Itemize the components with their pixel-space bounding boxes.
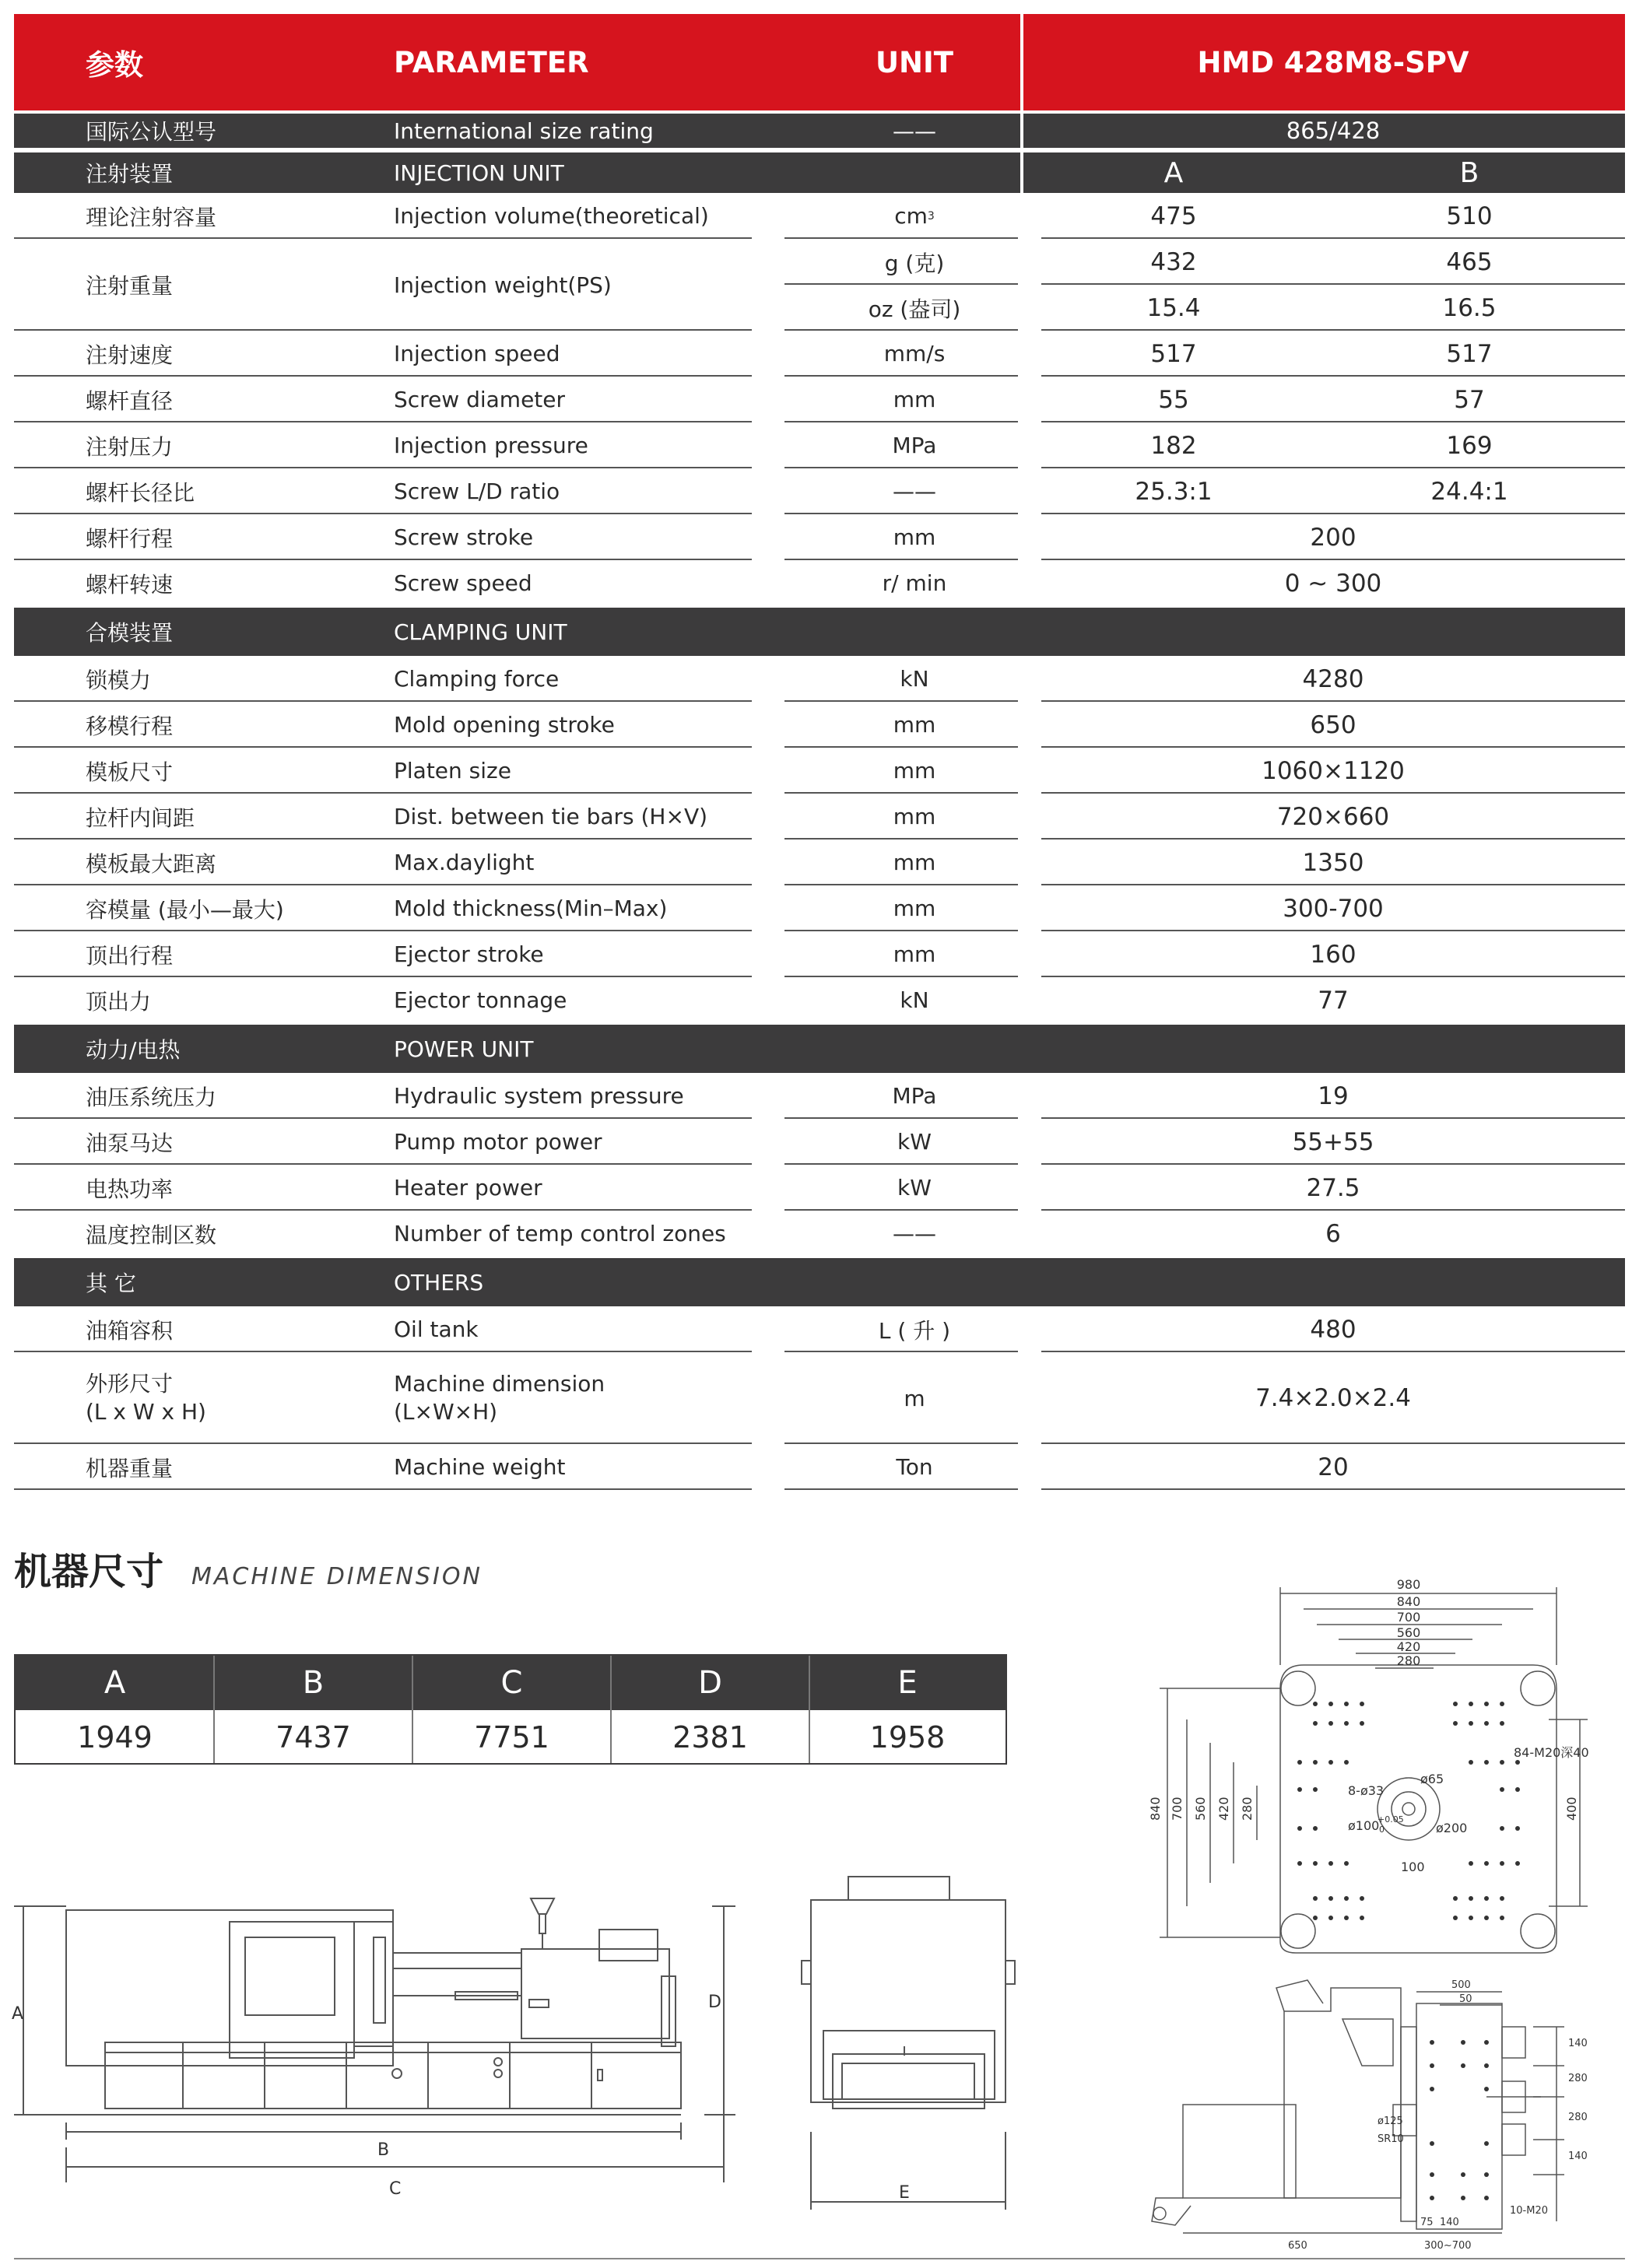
row-label-cn: 锁模力 <box>86 667 152 693</box>
dimension-table <box>14 1654 1007 1765</box>
table-row <box>14 702 1625 748</box>
dim-value: 7751 <box>474 1720 549 1754</box>
col-b-label: B <box>1459 156 1479 189</box>
row-label-en: Injection speed <box>394 341 560 366</box>
row-unit: MPa <box>892 1083 937 1109</box>
section-clamping-en: CLAMPING UNIT <box>394 619 567 645</box>
table-row <box>14 1306 1625 1352</box>
row-unit: mm <box>893 850 936 875</box>
platen-label: 840 <box>1396 1594 1421 1609</box>
ejector-label: 650 <box>1288 2240 1307 2252</box>
platen-label: 280 <box>1240 1797 1255 1821</box>
table-row <box>14 377 1625 422</box>
row-value: 1060×1120 <box>1262 756 1405 785</box>
row-value-b: 517 <box>1446 339 1493 368</box>
table-row <box>14 560 1625 606</box>
dim-label-b: B <box>377 2140 390 2160</box>
section-power-en: POWER UNIT <box>394 1036 534 1062</box>
ejector-label: 300~700 <box>1424 2240 1472 2252</box>
section-others <box>14 1258 1625 1306</box>
row-value: 1350 <box>1302 848 1364 877</box>
table-header <box>14 14 1625 110</box>
row-value: 300-700 <box>1283 894 1384 923</box>
row-unit: kN <box>900 987 929 1013</box>
table-row <box>14 977 1625 1023</box>
platen-drawing <box>1144 1564 1603 1961</box>
section-others-cn: 其 它 <box>86 1271 136 1296</box>
ejector-label: 50 <box>1459 1993 1472 2005</box>
dimension-title <box>14 1548 483 1595</box>
row-value-a: 517 <box>1150 339 1197 368</box>
footer-rule <box>14 2258 1625 2259</box>
row-label-cn: 螺杆直径 <box>86 387 174 414</box>
ejector-label: ø125 <box>1378 2116 1403 2127</box>
row-label-en: Screw L/D ratio <box>394 478 560 504</box>
header-unit: UNIT <box>875 45 953 79</box>
platen-label: 280 <box>1396 1653 1421 1668</box>
front-view-drawing <box>786 1867 1020 2217</box>
table-row <box>14 656 1625 702</box>
dimension-title-en: MACHINE DIMENSION <box>191 1563 483 1590</box>
row-label-en: Ejector stroke <box>394 941 544 967</box>
table-row <box>14 468 1625 514</box>
ejector-label: 10-M20 <box>1510 2205 1548 2217</box>
row-label-cn: 油压系统压力 <box>86 1084 217 1110</box>
row-label-en: Clamping force <box>394 666 560 692</box>
table-row <box>14 422 1625 468</box>
dim-label-a: A <box>12 2004 24 2024</box>
table-row <box>14 1119 1625 1165</box>
table-row <box>14 514 1625 560</box>
row-label-en: Dist. between tie bars (H×V) <box>394 804 708 829</box>
platen-label: 560 <box>1396 1625 1421 1640</box>
row-value-b: 465 <box>1446 247 1493 276</box>
section-injection-en: INJECTION UNIT <box>394 159 564 186</box>
row-label-cn: 理论注射容量 <box>86 204 217 230</box>
row-unit: L ( 升 ) <box>878 1317 951 1344</box>
rating-value: 865/428 <box>1286 117 1381 144</box>
row-value: 4280 <box>1302 664 1364 693</box>
platen-label: ø65 <box>1420 1772 1444 1786</box>
ejector-label: 140 <box>1440 2217 1459 2228</box>
row-label-cn: 螺杆转速 <box>86 571 174 598</box>
col-a-label: A <box>1163 156 1184 189</box>
row-label-en: Screw speed <box>394 570 532 596</box>
row-value: 19 <box>1318 1081 1349 1110</box>
ejector-label: 280 <box>1568 2073 1588 2084</box>
table-row <box>14 1352 1625 1444</box>
row-label-cn: 模板尺寸 <box>86 759 174 785</box>
row-label-cn: 顶出力 <box>86 988 152 1015</box>
ejector-label: 500 <box>1451 1979 1471 1991</box>
ejector-drawing <box>1144 1965 1603 2260</box>
row-value: 200 <box>1310 523 1356 552</box>
row-value-a: 15.4 <box>1146 293 1201 322</box>
dimension-title-cn: 机器尺寸 <box>14 1550 164 1593</box>
row-value-b: 16.5 <box>1442 293 1497 322</box>
row-label-cn: 容模量 (最小—最大) <box>86 896 284 923</box>
table-row <box>14 748 1625 794</box>
row-value-a: 182 <box>1150 431 1197 460</box>
row-value-b: 169 <box>1446 431 1493 460</box>
row-unit: g (克) <box>884 250 945 276</box>
row-unit: kW <box>897 1129 932 1155</box>
dim-header: B <box>214 1656 412 1710</box>
row-label-cn: 油箱容积 <box>86 1317 174 1344</box>
row-label-en: Machine weight <box>394 1454 566 1480</box>
row-unit: Ton <box>896 1454 933 1480</box>
row-label-en: Number of temp control zones <box>394 1221 726 1246</box>
row-value-b: 510 <box>1446 202 1493 230</box>
row-label-en: Mold opening stroke <box>394 712 615 738</box>
row-label-en: Hydraulic system pressure <box>394 1083 684 1109</box>
row-unit: —— <box>893 478 936 504</box>
section-clamping <box>14 608 1625 656</box>
row-unit: MPa <box>892 433 937 458</box>
row-label-en: Heater power <box>394 1175 542 1201</box>
platen-label: 420 <box>1216 1797 1231 1821</box>
platen-label: ø100 <box>1348 1818 1380 1833</box>
platen-label: 980 <box>1396 1577 1421 1592</box>
side-view-drawing <box>8 1883 755 2217</box>
row-label-cn: 油泵马达 <box>86 1130 174 1156</box>
row-unit: mm <box>893 387 936 412</box>
table-row <box>14 931 1625 977</box>
rating-en: International size rating <box>394 117 654 144</box>
row-value: 27.5 <box>1306 1173 1360 1202</box>
row-unit: mm/s <box>883 341 946 366</box>
row-label-cn: 温度控制区数 <box>86 1222 217 1248</box>
section-clamping-cn: 合模装置 <box>86 620 174 646</box>
dim-value: 2381 <box>672 1720 748 1754</box>
platen-label: 100 <box>1401 1860 1425 1874</box>
row-unit: —— <box>893 1221 936 1246</box>
row-label-en: Max.daylight <box>394 850 535 875</box>
table-row <box>14 193 1625 239</box>
dim-header: C <box>412 1656 611 1710</box>
row-value: 160 <box>1310 940 1356 969</box>
row-label-en: Screw stroke <box>394 524 534 550</box>
platen-label: +0.05 <box>1378 1814 1404 1825</box>
ejector-label: 280 <box>1568 2112 1588 2123</box>
row-label-cn: 螺杆行程 <box>86 525 174 552</box>
row-label-en: Pump motor power <box>394 1129 602 1155</box>
row-unit: r/ min <box>882 570 947 596</box>
row-label-cn: 移模行程 <box>86 713 174 739</box>
section-others-en: OTHERS <box>394 1269 484 1295</box>
dim-value: 1958 <box>869 1720 946 1754</box>
row-label-en: Oil tank <box>394 1316 479 1342</box>
dim-header: D <box>611 1656 809 1710</box>
row-value: 7.4×2.0×2.4 <box>1255 1384 1411 1412</box>
section-power <box>14 1025 1625 1073</box>
row-value: 55+55 <box>1292 1127 1374 1156</box>
row-unit: m <box>904 1385 925 1411</box>
table-row <box>14 840 1625 885</box>
table-row <box>14 794 1625 840</box>
platen-label: 700 <box>1170 1797 1185 1821</box>
ejector-label: SR10 <box>1378 2133 1404 2145</box>
header-model: HMD 428M8-SPV <box>1197 45 1469 79</box>
table-row <box>14 239 1625 331</box>
table-row <box>14 331 1625 377</box>
header-param-en: PARAMETER <box>394 45 589 79</box>
row-value: 6 <box>1325 1219 1341 1248</box>
platen-label: 0 <box>1379 1825 1385 1835</box>
row-value: 20 <box>1318 1453 1349 1481</box>
row-unit: mm <box>893 804 936 829</box>
row-value-a: 475 <box>1150 202 1197 230</box>
rating-row <box>14 114 1625 148</box>
table-row <box>14 1073 1625 1119</box>
row-unit: cm 3 <box>894 203 935 229</box>
platen-label: 400 <box>1564 1797 1579 1821</box>
row-label-cn: 注射重量 <box>86 273 174 299</box>
row-unit: kN <box>900 666 929 692</box>
row-value: 650 <box>1310 710 1356 739</box>
platen-label: 560 <box>1193 1797 1208 1821</box>
row-unit: mm <box>893 896 936 921</box>
row-label-cn: 拉杆内间距 <box>86 804 195 831</box>
row-unit: mm <box>893 712 936 738</box>
platen-label: 84-M20深40 <box>1514 1745 1589 1760</box>
dim-label-e: E <box>899 2183 910 2203</box>
spec-table <box>14 14 1625 1490</box>
section-injection <box>14 152 1625 193</box>
table-row <box>14 1165 1625 1211</box>
row-label-cn: 螺杆长径比 <box>86 479 195 506</box>
header-param-cn: 参数 <box>86 48 143 82</box>
row-value-b: 57 <box>1454 385 1485 414</box>
row-label-cn: 顶出行程 <box>86 942 174 969</box>
row-value-a: 432 <box>1150 247 1197 276</box>
platen-label: 420 <box>1396 1639 1421 1654</box>
row-label-cn: 机器重量 <box>86 1455 174 1481</box>
ejector-label: 140 <box>1568 2151 1588 2162</box>
dim-header: A <box>16 1656 214 1710</box>
rating-unit: —— <box>893 117 936 144</box>
row-value: 720×660 <box>1276 802 1390 831</box>
platen-label: 8-ø33 <box>1348 1783 1385 1798</box>
row-label-cn: 注射压力 <box>86 433 174 460</box>
row-value-a: 25.3:1 <box>1135 477 1213 506</box>
dim-value: 7437 <box>276 1720 351 1754</box>
row-label-en: Screw diameter <box>394 387 566 412</box>
dim-header: E <box>809 1656 1006 1710</box>
ejector-label: 140 <box>1568 2038 1588 2049</box>
row-label-en: Injection volume(theoretical) <box>394 203 709 229</box>
rating-cn: 国际公认型号 <box>86 119 217 145</box>
row-unit: oz (盎司) <box>868 296 961 322</box>
ejector-label: 75 <box>1420 2217 1434 2228</box>
dim-value: 1949 <box>77 1720 153 1754</box>
row-label-en: Ejector tonnage <box>394 987 567 1013</box>
row-label-cn: 模板最大距离 <box>86 850 217 877</box>
table-row <box>14 885 1625 931</box>
platen-label: 700 <box>1396 1610 1421 1625</box>
row-unit: mm <box>893 941 936 967</box>
row-label-cn: 电热功率 <box>86 1176 174 1202</box>
row-label-cn: 注射速度 <box>86 342 174 368</box>
dim-label-c: C <box>389 2179 402 2199</box>
table-row <box>14 1211 1625 1257</box>
row-value: 480 <box>1310 1315 1356 1344</box>
row-value-b: 24.4:1 <box>1430 477 1508 506</box>
row-label-en: Platen size <box>394 758 511 783</box>
row-value: 77 <box>1318 986 1349 1015</box>
row-unit: mm <box>893 524 936 550</box>
platen-label: ø200 <box>1436 1821 1468 1835</box>
row-value-a: 55 <box>1158 385 1189 414</box>
row-label-en: Injection weight(PS) <box>394 272 612 298</box>
dim-label-d: D <box>708 1993 721 2012</box>
row-value: 0 ~ 300 <box>1284 569 1382 598</box>
row-label-en: Mold thickness(Min–Max) <box>394 896 668 921</box>
table-row <box>14 1444 1625 1490</box>
row-label-en: Injection pressure <box>394 433 588 458</box>
row-label-en: Machine dimension (L×W×H) <box>394 1371 605 1425</box>
row-unit: kW <box>897 1175 932 1201</box>
section-injection-cn: 注射装置 <box>86 161 174 187</box>
row-label-cn: 外形尺寸 (L x W x H) <box>86 1371 206 1425</box>
row-unit: mm <box>893 758 936 783</box>
section-power-cn: 动力/电热 <box>86 1037 181 1063</box>
platen-label: 840 <box>1148 1797 1163 1821</box>
